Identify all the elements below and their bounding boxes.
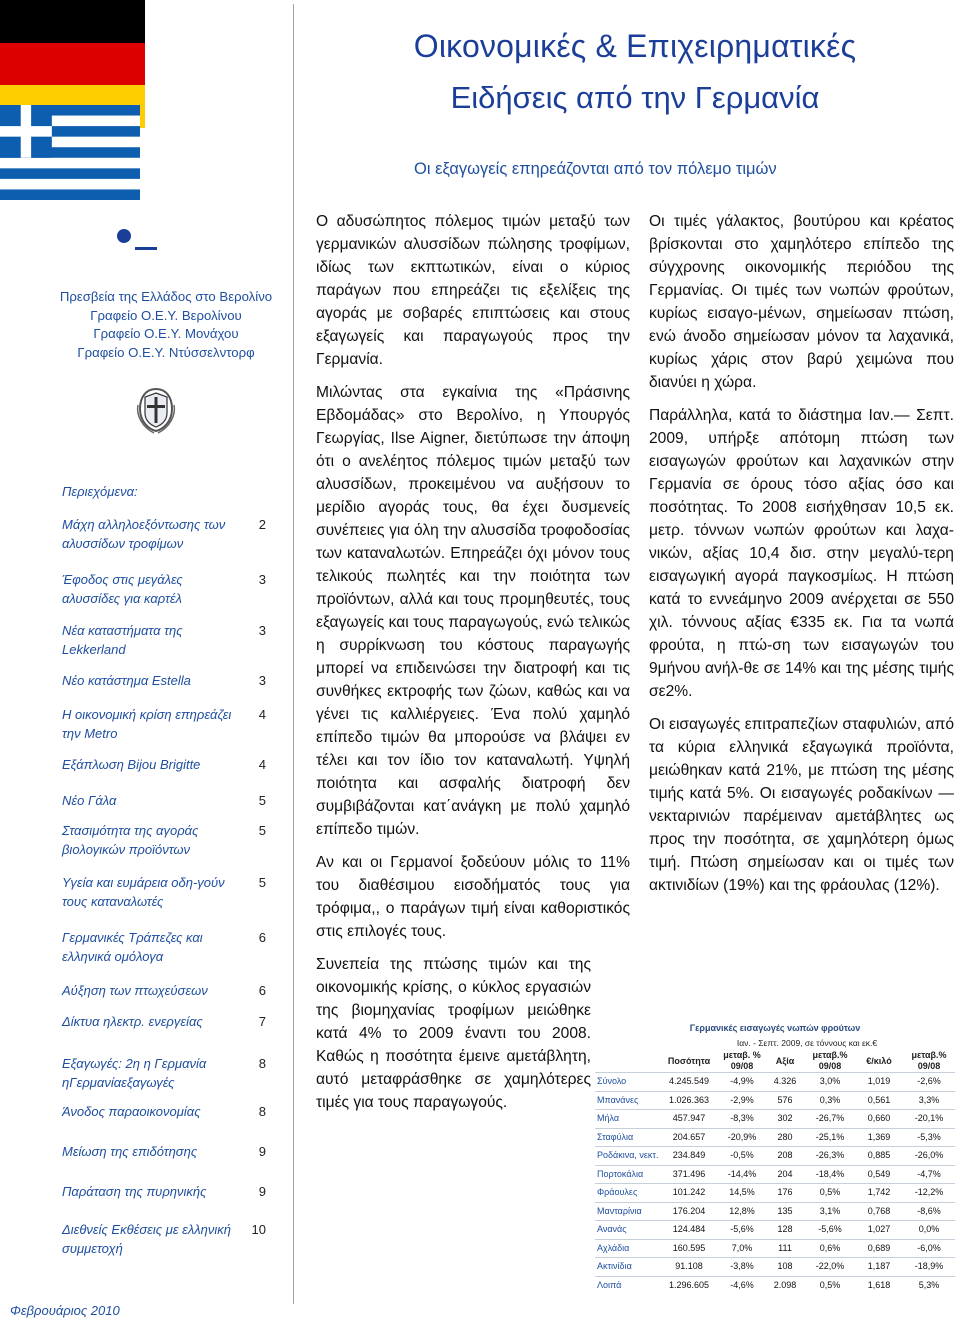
table-cell: 1,618 — [855, 1276, 903, 1294]
table-cell: 1,187 — [855, 1258, 903, 1277]
decorative-dot-icon — [117, 229, 131, 243]
table-cell: 91.108 — [659, 1258, 719, 1277]
table-cell: -18,9% — [903, 1258, 955, 1277]
article-column-2 — [649, 210, 954, 907]
table-cell: 128 — [765, 1221, 805, 1240]
toc-item[interactable]: Μείωση της επιδότησης 9 — [62, 1144, 266, 1159]
table-cell: -26,0% — [903, 1147, 955, 1166]
table-header — [595, 1050, 659, 1073]
paragraph: Μιλώντας στα εγκαίνια της «Πράσινης Εβδομάδας» στο Βερολίνο, η Υπουργός Γεωργίας, Ilse Aigner, διετύπωσε την άποψη ότι ο ανελέητος πόλεμος τιμών μεταξύ των αλυσσίδων, προκειμένου να αυξήσουν το μερίδιο αγοράς τους, θα έχει δυσμενείς συνέπειες για όλη την αλυσσίδα τροφοδοσίας των καταναλωτών. Επηρεάζει όχι μόνον τους τελικούς πωλητές και την ποιότητα των προϊόντων, αλλά και τους προμηθευτές, τους εξαγωγείς και τους παραγωγούς, ενώ τελικώς η συρρίκνωση του κόστους παραγωγής μπορεί να επιδεινώσει την διατροφή και τις συνθήκες εκτροφής των ζώων, καθώς και να γένει τις καλλιέργειες. Ένα πολύ χαμηλό επίπεδο τιμών θα μπορούσε να βλάψει εν τέλει και τον ίδιο τον καταναλωτή. Υψηλή ποιότητα και ασφαλής διατροφή δεν συμβιβάζονται κατ΄ανάγκη με πολύ χαμηλό επίπεδο τιμών. — [316, 384, 630, 838]
paragraph: Αν και οι Γερμανοί ξοδεύουν μόλις το 11% του διαθέσιμου εισοδήματός τους για τρόφιμα,, ο παράγων τιμή είναι καθοριστικός στις επιλογές τους. — [316, 854, 630, 940]
table-cell: -0,5% — [719, 1147, 765, 1166]
table-cell: -5,6% — [805, 1221, 855, 1240]
table-cell: -25,1% — [805, 1128, 855, 1147]
table-cell: -20,9% — [719, 1128, 765, 1147]
table-cell: 1,027 — [855, 1221, 903, 1240]
table-cell: 135 — [765, 1202, 805, 1221]
toc-item[interactable]: Άνοδος παραοικονομίας 8 — [62, 1104, 266, 1119]
office-embassy: Πρεσβεία της Ελλάδος στο Βερολίνο — [59, 289, 273, 304]
table-row — [595, 1258, 955, 1277]
table-cell: 0,561 — [855, 1091, 903, 1110]
table-cell: 5,3% — [903, 1276, 955, 1294]
paragraph: Συνεπεία της πτώσης τιμών και της οικονομικής κρίσης, ο κύκλος εργασιών της βιομηχανίας τροφίμων μειώθηκε κατά 4% το 2009 έναντι του 2008. Καθώς η ποσότητα έμεινε αμετάβλητη, αυτό μεταφράσθηκε σε χαμηλότερες τιμές για τους παραγωγούς. — [316, 956, 591, 1111]
paragraph: Παράλληλα, κατά το διάστημα Ιαν.— Σεπτ. 2009, υπήρξε απότομη πτώση των εισαγωγών φρούτων και λαχανικών στην Γερμανία σε όρους τόσο αξίας όσο και ποσότητας. Το 2008 εισήχθησαν 10,5 εκ. μετρ. τόννων νωπών φρούτων και λαχα-νικών, αξίας 10,4 δισ. στην μεγαλύ-τερη εισαγωγική αγορά παγκοσμίως. Η πτώση κατά το εννεάμηνο 2009 ανέρχεται σε 550 χιλ. τόννους αξίας €335 εκ. Για τα νωπά φρούτα, η πτώ-ση των εισαγωγών του 9μήνου ανήλ-θε σε 14% και της μέσης τιμής σε2%. — [649, 407, 954, 700]
table-row-label: Μπανάνες — [595, 1091, 659, 1110]
table-row — [595, 1184, 955, 1203]
imports-table-panel — [595, 1020, 955, 1294]
toc-item[interactable]: Παράταση της πυρηνικής 9 — [62, 1184, 266, 1199]
greek-emblem-icon — [134, 385, 178, 435]
table-cell: 302 — [765, 1110, 805, 1129]
greek-flag-icon — [0, 105, 140, 200]
table-row-label: Μανταρίνια — [595, 1202, 659, 1221]
table-row-label: Σταφύλια — [595, 1128, 659, 1147]
toc-item[interactable]: Εξαγωγές: 2η η Γερμανία ηΓερμανίαεξαγωγές 8 — [62, 1056, 266, 1090]
table-cell: -18,4% — [805, 1165, 855, 1184]
table-cell: -4,6% — [719, 1276, 765, 1294]
table-cell: 0,3% — [805, 1091, 855, 1110]
table-title: Γερμανικές εισαγωγές νωπών φρούτων — [689, 1023, 861, 1033]
table-cell: 111 — [765, 1239, 805, 1258]
page-title-line2: Ειδήσεις από την Γερμανία — [450, 80, 820, 115]
table-row-label: Πορτοκάλια — [595, 1165, 659, 1184]
table-cell: -8,3% — [719, 1110, 765, 1129]
table-cell: 176.204 — [659, 1202, 719, 1221]
table-cell: -14,4% — [719, 1165, 765, 1184]
table-cell: -5,3% — [903, 1128, 955, 1147]
toc-item[interactable]: Εξάπλωση Bijou Brigitte 4 — [62, 757, 266, 772]
table-cell: 4.326 — [765, 1073, 805, 1092]
table-row-label: Λοιπά — [595, 1276, 659, 1294]
table-cell: 160.595 — [659, 1239, 719, 1258]
table-header: μεταβ.% 09/08 — [812, 1050, 848, 1071]
page-title-line1: Οικονομικές & Επιχειρηματικές — [413, 28, 857, 64]
table-header: Αξία — [775, 1055, 795, 1066]
table-header: μεταβ.% 09/08 — [911, 1050, 947, 1071]
toc-item[interactable]: Μάχη αλληλοεξόντωσης των αλυσσίδων τροφίμων 2 — [62, 517, 266, 551]
sidebar — [0, 0, 290, 1300]
issue-date: Φεβρουάριος 2010 — [10, 1303, 120, 1318]
imports-table — [595, 1036, 955, 1294]
toc-item[interactable]: Αύξηση των πτωχεύσεων 6 — [62, 983, 266, 998]
table-cell: 0,660 — [855, 1110, 903, 1129]
table-cell: -5,6% — [719, 1221, 765, 1240]
table-cell: 4.245.549 — [659, 1073, 719, 1092]
table-cell: 0,6% — [805, 1239, 855, 1258]
table-row-label: Μήλα — [595, 1110, 659, 1129]
table-row-label: Φράουλες — [595, 1184, 659, 1203]
table-cell: 2.098 — [765, 1276, 805, 1294]
paragraph: Οι εισαγωγές επιτραπεζίων σταφυλιών, από τα κύρια ελληνικά εξαγωγικά προϊόντα, μειώθηκαν κατά 21%, με πτώση της μέσης τιμής κατά 5%. Οι εισαγωγές ροδακίνων — νεκταρινιών παρέμειναν αμετάβλητες ως προς την ποσότητα, σε χαμηλότερη όμως τιμή. Πτώση σημείωσαν και οι τιμές των ακτινιδίων (19%) και της φράουλας (12%). — [649, 716, 954, 894]
table-row — [595, 1239, 955, 1258]
office-berlin: Γραφείο Ο.Ε.Υ. Βερολίνου — [90, 307, 242, 323]
table-row — [595, 1091, 955, 1110]
table-cell: 0,0% — [903, 1221, 955, 1240]
column-divider — [293, 4, 294, 1304]
table-cell: 1,019 — [855, 1073, 903, 1092]
table-cell: -20,1% — [903, 1110, 955, 1129]
table-cell: -22,0% — [805, 1258, 855, 1277]
table-cell: -6,0% — [903, 1239, 955, 1258]
table-cell: 1.296.605 — [659, 1276, 719, 1294]
toc-item[interactable]: Νέο Γάλα 5 — [62, 793, 266, 808]
table-cell: 280 — [765, 1128, 805, 1147]
table-cell: 101.242 — [659, 1184, 719, 1203]
table-row-label: Αχλάδια — [595, 1239, 659, 1258]
table-cell: 124.484 — [659, 1221, 719, 1240]
table-cell: 176 — [765, 1184, 805, 1203]
table-cell: 0,689 — [855, 1239, 903, 1258]
toc-item[interactable]: Υγεία και ευμάρεια οδη-γούν τους καταναλωτές 5 — [62, 875, 266, 909]
table-cell: 108 — [765, 1258, 805, 1277]
table-cell: -3,8% — [719, 1258, 765, 1277]
toc-item[interactable]: Νέα καταστήματα της Lekkerland 3 — [62, 623, 266, 657]
table-period: Ιαν. - Σεπτ. 2009, σε τόννους και εκ.€ — [736, 1037, 878, 1048]
table-row — [595, 1202, 955, 1221]
table-cell: 0,5% — [805, 1184, 855, 1203]
table-cell: 3,1% — [805, 1202, 855, 1221]
table-header: €/κιλό — [866, 1055, 892, 1066]
article-column-1 — [316, 210, 630, 1124]
table-header: μεταβ. % 09/08 — [723, 1050, 761, 1071]
toc-item[interactable]: Δίκτυα ηλεκτρ. ενεργείας 7 — [62, 1014, 266, 1029]
table-cell: 0,885 — [855, 1147, 903, 1166]
table-cell: 1,369 — [855, 1128, 903, 1147]
table-cell: 0,549 — [855, 1165, 903, 1184]
table-cell: 14,5% — [719, 1184, 765, 1203]
article-headline: Οι εξαγωγείς επηρεάζονται από τον πόλεμο τιμών — [414, 160, 777, 178]
table-cell: -26,3% — [805, 1147, 855, 1166]
toc-title: Περιεχόμενα: — [62, 484, 138, 499]
table-cell: -12,2% — [903, 1184, 955, 1203]
table-cell: 0,768 — [855, 1202, 903, 1221]
toc-item[interactable]: Γερμανικές Τράπεζες και ελληνικά ομόλογα 6 — [62, 930, 266, 964]
paragraph: Ο αδυσώπητος πόλεμος τιμών μεταξύ των γερμανικών αλυσσίδων πώλησης τροφίμων, ιδίως των εκπτωτικών, είναι ο κύριος παράγων που επηρεάζει τις εξελίξεις της αγοράς με σοβαρές επιπτώσεις και στους εξαγωγείς και παραγωγούς προς την Γερμανία. — [316, 213, 630, 368]
table-cell: -2,6% — [903, 1073, 955, 1092]
table-row — [595, 1073, 955, 1092]
table-cell: 204 — [765, 1165, 805, 1184]
table-cell: -26,7% — [805, 1110, 855, 1129]
toc-item[interactable]: Έφοδος στις μεγάλες αλυσσίδες για καρτέλ 3 — [62, 572, 266, 606]
table-row — [595, 1110, 955, 1129]
table-cell: -8,6% — [903, 1202, 955, 1221]
table-cell: 3,0% — [805, 1073, 855, 1092]
table-row-label: Ανανάς — [595, 1221, 659, 1240]
decorative-dash — [135, 247, 157, 250]
table-header: Ποσότητα — [667, 1055, 711, 1066]
toc-item[interactable]: Διεθνείς Εκθέσεις με ελληνική συμμετοχή 10 — [62, 1222, 266, 1256]
table-row — [595, 1147, 955, 1166]
table-row-label: Ακτινίδια — [595, 1258, 659, 1277]
office-dusseldorf: Γραφείο Ο.Ε.Υ. Ντύσσελντορφ — [77, 344, 255, 360]
table-cell: 12,8% — [719, 1202, 765, 1221]
table-cell: 457.947 — [659, 1110, 719, 1129]
toc-item[interactable]: Νέο κατάστημα Estella 3 — [62, 673, 266, 688]
table-row — [595, 1221, 955, 1240]
table-cell: 1,742 — [855, 1184, 903, 1203]
table-row-label: Ροδάκινα, νεκτ. — [595, 1147, 659, 1166]
table-row-label: Σύνολο — [595, 1073, 659, 1092]
table-cell: 208 — [765, 1147, 805, 1166]
table-cell: -4,9% — [719, 1073, 765, 1092]
table-cell: 7,0% — [719, 1239, 765, 1258]
toc-item[interactable]: Η οικονομική κρίση επηρεάζει την Metro 4 — [62, 707, 266, 741]
table-cell: 0,5% — [805, 1276, 855, 1294]
table-cell: 234.849 — [659, 1147, 719, 1166]
table-cell: -4,7% — [903, 1165, 955, 1184]
table-cell: 204.657 — [659, 1128, 719, 1147]
table-cell: 576 — [765, 1091, 805, 1110]
table-cell: 3,3% — [903, 1091, 955, 1110]
table-cell: 1.026.363 — [659, 1091, 719, 1110]
table-row — [595, 1128, 955, 1147]
toc-item[interactable]: Στασιμότητα της αγοράς βιολογικών προϊόντων 5 — [62, 823, 266, 857]
paragraph: Οι τιμές γάλακτος, βουτύρου και κρέατος βρίσκονται στο χαμηλότερο επίπεδο της σύγχρονης οικονομικής περιόδου της Γερμανίας. Οι τιμές των νωπών φρούτων, κυρίως εισαγο-μένων, σημείωσαν πτώση, ενώ άνοδο σημείωσαν μόνον τα λαχανικά, κυρίως χάρις στον βαρύ χειμώνα που διανύει η χώρα. — [649, 213, 954, 391]
table-cell: -2,9% — [719, 1091, 765, 1110]
offices-list — [40, 288, 292, 362]
table-row — [595, 1165, 955, 1184]
table-row — [595, 1276, 955, 1294]
table-cell: 371.496 — [659, 1165, 719, 1184]
office-munich: Γραφείο Ο.Ε.Υ. Μονάχου — [93, 326, 239, 341]
